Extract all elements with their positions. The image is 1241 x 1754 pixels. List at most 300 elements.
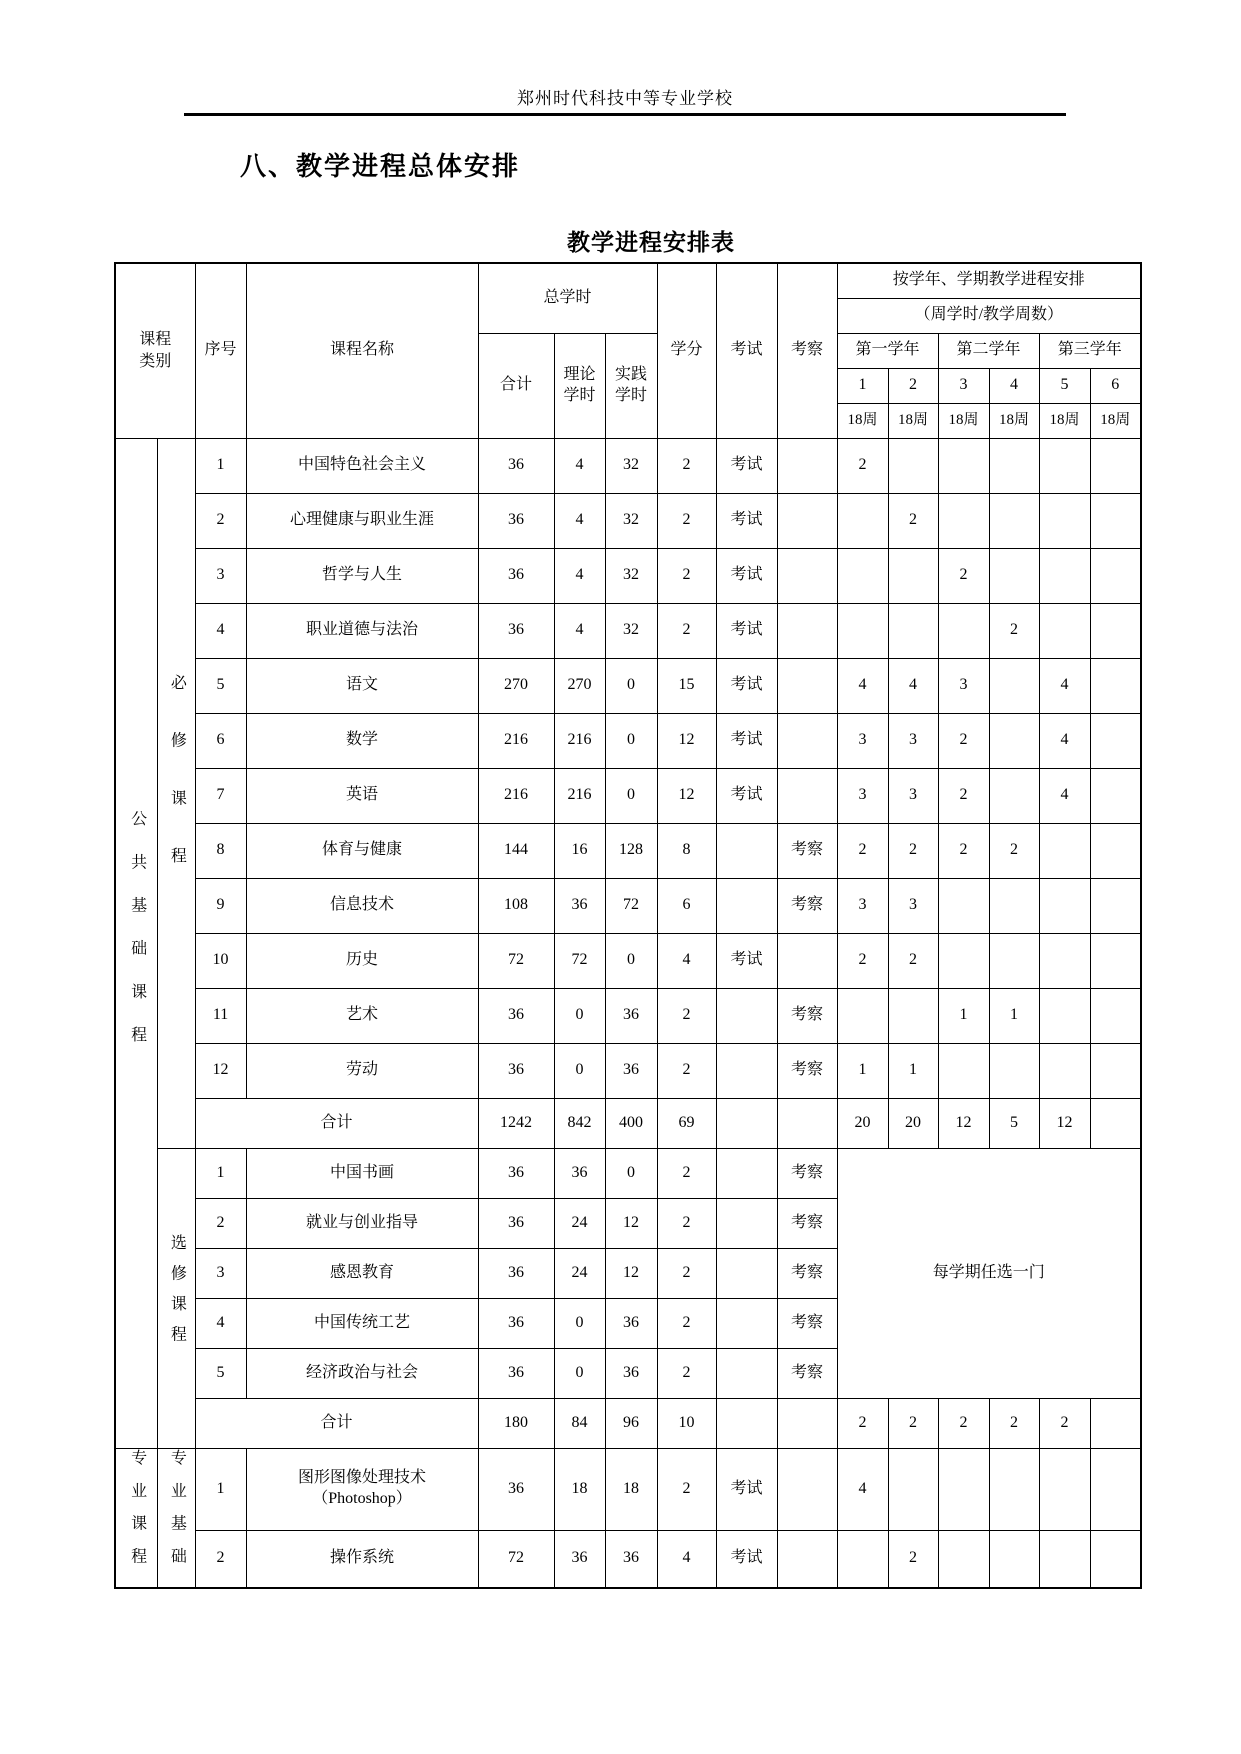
semester-4-cell xyxy=(989,1043,1039,1098)
semester-3-cell xyxy=(938,438,989,493)
semester-1-cell xyxy=(837,1530,888,1587)
table-row xyxy=(115,878,1141,933)
semester-2-cell: 2 xyxy=(888,1530,938,1587)
assessment-cell xyxy=(777,493,837,548)
semester-3-cell: 2 xyxy=(938,768,989,823)
semester-6-cell xyxy=(1090,1398,1141,1448)
assessment-cell xyxy=(777,933,837,988)
category-required-label: 必修课程 xyxy=(168,674,186,905)
theory-hours-cell: 18 xyxy=(554,1448,605,1530)
total-hours-cell: 216 xyxy=(478,768,554,823)
practice-hours-cell: 32 xyxy=(605,438,657,493)
table-row xyxy=(115,548,1141,603)
credits-cell: 2 xyxy=(657,493,716,548)
seq-cell: 8 xyxy=(195,823,246,878)
practice-hours-cell: 36 xyxy=(605,1298,657,1348)
semester-5-cell: 4 xyxy=(1039,768,1090,823)
semester-4-cell: 2 xyxy=(989,603,1039,658)
semester-1-cell: 4 xyxy=(837,1448,888,1530)
exam-cell: 考试 xyxy=(716,548,777,603)
assessment-cell: 考察 xyxy=(777,1298,837,1348)
table-row xyxy=(115,823,1141,878)
total-hours-cell: 180 xyxy=(478,1398,554,1448)
semester-1-cell: 2 xyxy=(837,933,888,988)
credits-cell: 12 xyxy=(657,768,716,823)
semester-2-cell xyxy=(888,988,938,1043)
exam-cell: 考试 xyxy=(716,1448,777,1530)
total-hours-cell: 1242 xyxy=(478,1098,554,1148)
practice-hours-cell: 0 xyxy=(605,713,657,768)
elective-subtotal-row xyxy=(115,1398,1141,1448)
course-name-cell: 就业与创业指导 xyxy=(246,1198,478,1248)
semester-5-cell xyxy=(1039,933,1090,988)
semester-3-cell xyxy=(938,1530,989,1587)
assessment-cell xyxy=(777,1448,837,1530)
theory-hours-cell: 4 xyxy=(554,603,605,658)
semester-6-cell xyxy=(1090,603,1141,658)
credits-cell: 2 xyxy=(657,988,716,1043)
table-row xyxy=(115,1043,1141,1098)
credits-cell: 2 xyxy=(657,1298,716,1348)
semester-2-cell: 3 xyxy=(888,768,938,823)
semester-2-cell: 3 xyxy=(888,713,938,768)
table-row xyxy=(115,1148,1141,1198)
theory-hours-cell: 0 xyxy=(554,988,605,1043)
semester-3-cell: 2 xyxy=(938,548,989,603)
semester-1-cell xyxy=(837,988,888,1043)
total-hours-cell: 144 xyxy=(478,823,554,878)
course-name-cell: 感恩教育 xyxy=(246,1248,478,1298)
assessment-cell xyxy=(777,603,837,658)
header-weeks-2: 18周 xyxy=(888,403,938,438)
header-semester-6: 6 xyxy=(1090,368,1141,403)
semester-1-cell: 3 xyxy=(837,713,888,768)
header-practice-label: 实践学时 xyxy=(615,365,648,405)
semester-6-cell xyxy=(1090,878,1141,933)
course-name-cell: 哲学与人生 xyxy=(246,548,478,603)
total-hours-cell: 36 xyxy=(478,1043,554,1098)
category-public-basic xyxy=(115,438,157,1448)
practice-hours-cell: 36 xyxy=(605,1348,657,1398)
exam-cell xyxy=(716,823,777,878)
course-name-cell: 体育与健康 xyxy=(246,823,478,878)
seq-cell: 4 xyxy=(195,603,246,658)
credits-cell: 8 xyxy=(657,823,716,878)
seq-cell: 6 xyxy=(195,713,246,768)
table-row xyxy=(115,1448,1141,1530)
table-title: 教学进程安排表 xyxy=(567,229,735,255)
assessment-cell: 考察 xyxy=(777,988,837,1043)
total-hours-cell: 270 xyxy=(478,658,554,713)
table-row xyxy=(115,933,1141,988)
header-practice-hours xyxy=(605,333,657,438)
theory-hours-cell: 72 xyxy=(554,933,605,988)
semester-4-cell xyxy=(989,1530,1039,1587)
semester-3-cell: 3 xyxy=(938,658,989,713)
seq-cell: 1 xyxy=(195,1148,246,1198)
assessment-cell xyxy=(777,768,837,823)
assessment-cell xyxy=(777,1098,837,1148)
total-hours-cell: 36 xyxy=(478,1348,554,1398)
subtotal-label-cell: 合计 xyxy=(195,1398,478,1448)
semester-5-cell xyxy=(1039,1530,1090,1587)
semester-4-cell xyxy=(989,713,1039,768)
header-year-1: 第一学年 xyxy=(837,333,938,368)
semester-1-cell: 1 xyxy=(837,1043,888,1098)
credits-cell: 2 xyxy=(657,438,716,493)
semester-4-cell: 2 xyxy=(989,823,1039,878)
assessment-cell xyxy=(777,1530,837,1587)
course-name-cell: 艺术 xyxy=(246,988,478,1043)
schedule-table xyxy=(114,262,1142,1589)
seq-cell: 11 xyxy=(195,988,246,1043)
semester-4-cell: 5 xyxy=(989,1098,1039,1148)
semester-2-cell: 4 xyxy=(888,658,938,713)
exam-cell xyxy=(716,1248,777,1298)
exam-cell: 考试 xyxy=(716,603,777,658)
theory-hours-cell: 0 xyxy=(554,1043,605,1098)
semester-4-cell xyxy=(989,933,1039,988)
theory-hours-cell: 24 xyxy=(554,1198,605,1248)
header-course-name: 课程名称 xyxy=(246,263,478,438)
category-professional xyxy=(115,1448,157,1588)
seq-cell: 1 xyxy=(195,1448,246,1530)
exam-cell xyxy=(716,1043,777,1098)
practice-hours-cell: 36 xyxy=(605,988,657,1043)
course-name-cell: 中国书画 xyxy=(246,1148,478,1198)
table-row xyxy=(115,713,1141,768)
category-professional-basic-label: 专业基础 xyxy=(168,1448,186,1580)
school-name: 郑州时代科技中等专业学校 xyxy=(517,89,733,108)
seq-cell: 7 xyxy=(195,768,246,823)
total-hours-cell: 72 xyxy=(478,1530,554,1587)
semester-4-cell xyxy=(989,1448,1039,1530)
header-seq: 序号 xyxy=(195,263,246,438)
semester-3-cell: 2 xyxy=(938,713,989,768)
course-name-cell: 操作系统 xyxy=(246,1530,478,1587)
seq-cell: 4 xyxy=(195,1298,246,1348)
header-year-3: 第三学年 xyxy=(1039,333,1141,368)
credits-cell: 10 xyxy=(657,1398,716,1448)
credits-cell: 6 xyxy=(657,878,716,933)
credits-cell: 4 xyxy=(657,1530,716,1587)
header-semester-4: 4 xyxy=(989,368,1039,403)
semester-4-cell xyxy=(989,548,1039,603)
practice-hours-cell: 32 xyxy=(605,548,657,603)
exam-cell: 考试 xyxy=(716,1530,777,1587)
total-hours-cell: 72 xyxy=(478,933,554,988)
semester-1-cell: 3 xyxy=(837,878,888,933)
header-course-category xyxy=(115,263,195,438)
semester-6-cell xyxy=(1090,1448,1141,1530)
semester-6-cell xyxy=(1090,933,1141,988)
semester-4-cell xyxy=(989,658,1039,713)
table-row xyxy=(115,1530,1141,1587)
header-weeks-4: 18周 xyxy=(989,403,1039,438)
exam-cell xyxy=(716,1398,777,1448)
semester-1-cell: 4 xyxy=(837,658,888,713)
header-semester-2: 2 xyxy=(888,368,938,403)
header-semester-5: 5 xyxy=(1039,368,1090,403)
semester-3-cell xyxy=(938,603,989,658)
category-required xyxy=(157,438,195,1148)
semester-1-cell: 3 xyxy=(837,768,888,823)
header-weeks-6: 18周 xyxy=(1090,403,1141,438)
semester-2-cell: 2 xyxy=(888,493,938,548)
practice-hours-cell: 12 xyxy=(605,1248,657,1298)
seq-cell: 5 xyxy=(195,1348,246,1398)
practice-hours-cell: 0 xyxy=(605,1148,657,1198)
semester-5-cell: 4 xyxy=(1039,713,1090,768)
theory-hours-cell: 36 xyxy=(554,1148,605,1198)
header-semester-3: 3 xyxy=(938,368,989,403)
practice-hours-cell: 32 xyxy=(605,603,657,658)
elective-note-cell: 每学期任选一门 xyxy=(837,1148,1141,1398)
credits-cell: 2 xyxy=(657,1448,716,1530)
total-hours-cell: 36 xyxy=(478,1148,554,1198)
course-name-cell: 中国传统工艺 xyxy=(246,1298,478,1348)
theory-hours-cell: 4 xyxy=(554,438,605,493)
theory-hours-cell: 216 xyxy=(554,713,605,768)
semester-2-cell xyxy=(888,548,938,603)
theory-hours-cell: 270 xyxy=(554,658,605,713)
semester-4-cell: 1 xyxy=(989,988,1039,1043)
semester-1-cell: 2 xyxy=(837,823,888,878)
semester-2-cell: 2 xyxy=(888,1398,938,1448)
semester-3-cell xyxy=(938,1448,989,1530)
header-exam: 考试 xyxy=(716,263,777,438)
assessment-cell xyxy=(777,438,837,493)
semester-6-cell xyxy=(1090,1098,1141,1148)
practice-hours-cell: 12 xyxy=(605,1198,657,1248)
total-hours-cell: 36 xyxy=(478,548,554,603)
seq-cell: 3 xyxy=(195,548,246,603)
table-row xyxy=(115,438,1141,493)
exam-cell xyxy=(716,878,777,933)
seq-cell: 12 xyxy=(195,1043,246,1098)
table-row xyxy=(115,768,1141,823)
semester-3-cell: 12 xyxy=(938,1098,989,1148)
required-subtotal-row xyxy=(115,1098,1141,1148)
subtotal-label-cell: 合计 xyxy=(195,1098,478,1148)
assessment-cell: 考察 xyxy=(777,1043,837,1098)
assessment-cell xyxy=(777,548,837,603)
credits-cell: 2 xyxy=(657,1348,716,1398)
semester-1-cell: 2 xyxy=(837,1398,888,1448)
course-name-cell: 心理健康与职业生涯 xyxy=(246,493,478,548)
assessment-cell: 考察 xyxy=(777,1248,837,1298)
theory-hours-cell: 0 xyxy=(554,1348,605,1398)
seq-cell: 2 xyxy=(195,1530,246,1587)
course-name-cell: 经济政治与社会 xyxy=(246,1348,478,1398)
semester-3-cell xyxy=(938,1043,989,1098)
semester-2-cell: 3 xyxy=(888,878,938,933)
credits-cell: 2 xyxy=(657,548,716,603)
course-name-cell: 信息技术 xyxy=(246,878,478,933)
header-weeks-3: 18周 xyxy=(938,403,989,438)
semester-6-cell xyxy=(1090,493,1141,548)
semester-3-cell: 1 xyxy=(938,988,989,1043)
semester-5-cell: 2 xyxy=(1039,1398,1090,1448)
course-name-cell: 语文 xyxy=(246,658,478,713)
practice-hours-cell: 18 xyxy=(605,1448,657,1530)
table-row xyxy=(115,988,1141,1043)
semester-5-cell xyxy=(1039,548,1090,603)
seq-cell: 1 xyxy=(195,438,246,493)
semester-6-cell xyxy=(1090,988,1141,1043)
header-total-hours: 总学时 xyxy=(478,263,657,333)
header-assessment: 考察 xyxy=(777,263,837,438)
practice-hours-cell: 0 xyxy=(605,933,657,988)
semester-6-cell xyxy=(1090,1043,1141,1098)
practice-hours-cell: 400 xyxy=(605,1098,657,1148)
course-name-cell: 图形图像处理技术 （Photoshop） xyxy=(246,1448,478,1530)
table-row xyxy=(115,493,1141,548)
exam-cell: 考试 xyxy=(716,768,777,823)
semester-6-cell xyxy=(1090,1530,1141,1587)
semester-4-cell xyxy=(989,438,1039,493)
semester-5-cell: 4 xyxy=(1039,658,1090,713)
practice-hours-cell: 36 xyxy=(605,1530,657,1587)
practice-hours-cell: 36 xyxy=(605,1043,657,1098)
credits-cell: 2 xyxy=(657,1248,716,1298)
header-theory-label: 理论学时 xyxy=(563,365,596,405)
assessment-cell: 考察 xyxy=(777,878,837,933)
header-credits: 学分 xyxy=(657,263,716,438)
semester-2-cell: 20 xyxy=(888,1098,938,1148)
semester-1-cell xyxy=(837,603,888,658)
theory-hours-cell: 36 xyxy=(554,878,605,933)
practice-hours-cell: 0 xyxy=(605,768,657,823)
theory-hours-cell: 0 xyxy=(554,1298,605,1348)
exam-cell xyxy=(716,1148,777,1198)
theory-hours-cell: 24 xyxy=(554,1248,605,1298)
semester-1-cell xyxy=(837,493,888,548)
theory-hours-cell: 4 xyxy=(554,548,605,603)
header-course-category-label: 课程类别 xyxy=(139,331,172,370)
header-schedule-subtitle: （周学时/教学周数） xyxy=(837,298,1141,333)
course-name-cell: 历史 xyxy=(246,933,478,988)
semester-6-cell xyxy=(1090,438,1141,493)
total-hours-cell: 36 xyxy=(478,1198,554,1248)
semester-4-cell: 2 xyxy=(989,1398,1039,1448)
theory-hours-cell: 36 xyxy=(554,1530,605,1587)
total-hours-cell: 216 xyxy=(478,713,554,768)
assessment-cell: 考察 xyxy=(777,1198,837,1248)
semester-6-cell xyxy=(1090,823,1141,878)
credits-cell: 2 xyxy=(657,1148,716,1198)
total-hours-cell: 36 xyxy=(478,603,554,658)
semester-2-cell: 2 xyxy=(888,823,938,878)
total-hours-cell: 36 xyxy=(478,1298,554,1348)
semester-5-cell xyxy=(1039,603,1090,658)
semester-1-cell xyxy=(837,548,888,603)
header-weeks-5: 18周 xyxy=(1039,403,1090,438)
assessment-cell: 考察 xyxy=(777,1348,837,1398)
semester-5-cell: 12 xyxy=(1039,1098,1090,1148)
credits-cell: 4 xyxy=(657,933,716,988)
practice-hours-cell: 32 xyxy=(605,493,657,548)
exam-cell xyxy=(716,1298,777,1348)
course-name-cell: 数学 xyxy=(246,713,478,768)
seq-cell: 3 xyxy=(195,1248,246,1298)
exam-cell xyxy=(716,1198,777,1248)
assessment-cell xyxy=(777,658,837,713)
theory-hours-cell: 216 xyxy=(554,768,605,823)
theory-hours-cell: 842 xyxy=(554,1098,605,1148)
exam-cell: 考试 xyxy=(716,933,777,988)
credits-cell: 2 xyxy=(657,1198,716,1248)
semester-2-cell xyxy=(888,438,938,493)
practice-hours-cell: 72 xyxy=(605,878,657,933)
semester-2-cell xyxy=(888,1448,938,1530)
theory-hours-cell: 16 xyxy=(554,823,605,878)
theory-hours-cell: 4 xyxy=(554,493,605,548)
category-elective xyxy=(157,1148,195,1448)
semester-4-cell xyxy=(989,493,1039,548)
seq-cell: 5 xyxy=(195,658,246,713)
practice-hours-cell: 0 xyxy=(605,658,657,713)
header-schedule-title: 按学年、学期教学进程安排 xyxy=(837,263,1141,298)
course-name-cell: 职业道德与法治 xyxy=(246,603,478,658)
seq-cell: 2 xyxy=(195,493,246,548)
table-row xyxy=(115,658,1141,713)
practice-hours-cell: 96 xyxy=(605,1398,657,1448)
exam-cell xyxy=(716,988,777,1043)
exam-cell: 考试 xyxy=(716,658,777,713)
table-row xyxy=(115,603,1141,658)
semester-2-cell: 2 xyxy=(888,933,938,988)
semester-6-cell xyxy=(1090,768,1141,823)
semester-4-cell xyxy=(989,768,1039,823)
credits-cell: 15 xyxy=(657,658,716,713)
semester-5-cell xyxy=(1039,1043,1090,1098)
semester-1-cell: 2 xyxy=(837,438,888,493)
schedule-table-body xyxy=(115,438,1141,1588)
theory-hours-cell: 84 xyxy=(554,1398,605,1448)
header-weeks-1: 18周 xyxy=(837,403,888,438)
category-professional-basic xyxy=(157,1448,195,1588)
semester-2-cell xyxy=(888,603,938,658)
semester-5-cell xyxy=(1039,438,1090,493)
section-title: 八、教学进程总体安排 xyxy=(240,151,521,181)
total-hours-cell: 36 xyxy=(478,438,554,493)
header-semester-1: 1 xyxy=(837,368,888,403)
total-hours-cell: 108 xyxy=(478,878,554,933)
semester-5-cell xyxy=(1039,823,1090,878)
category-elective-label: 选修课程 xyxy=(168,1233,186,1356)
semester-5-cell xyxy=(1039,493,1090,548)
exam-cell xyxy=(716,1348,777,1398)
semester-1-cell: 20 xyxy=(837,1098,888,1148)
semester-3-cell xyxy=(938,878,989,933)
semester-3-cell xyxy=(938,493,989,548)
semester-6-cell xyxy=(1090,658,1141,713)
semester-3-cell xyxy=(938,933,989,988)
semester-6-cell xyxy=(1090,548,1141,603)
exam-cell: 考试 xyxy=(716,713,777,768)
total-hours-cell: 36 xyxy=(478,1448,554,1530)
semester-5-cell xyxy=(1039,1448,1090,1530)
assessment-cell xyxy=(777,1398,837,1448)
exam-cell xyxy=(716,1098,777,1148)
credits-cell: 69 xyxy=(657,1098,716,1148)
credits-cell: 2 xyxy=(657,603,716,658)
assessment-cell: 考察 xyxy=(777,1148,837,1198)
seq-cell: 9 xyxy=(195,878,246,933)
header-rule xyxy=(184,113,1066,116)
credits-cell: 12 xyxy=(657,713,716,768)
